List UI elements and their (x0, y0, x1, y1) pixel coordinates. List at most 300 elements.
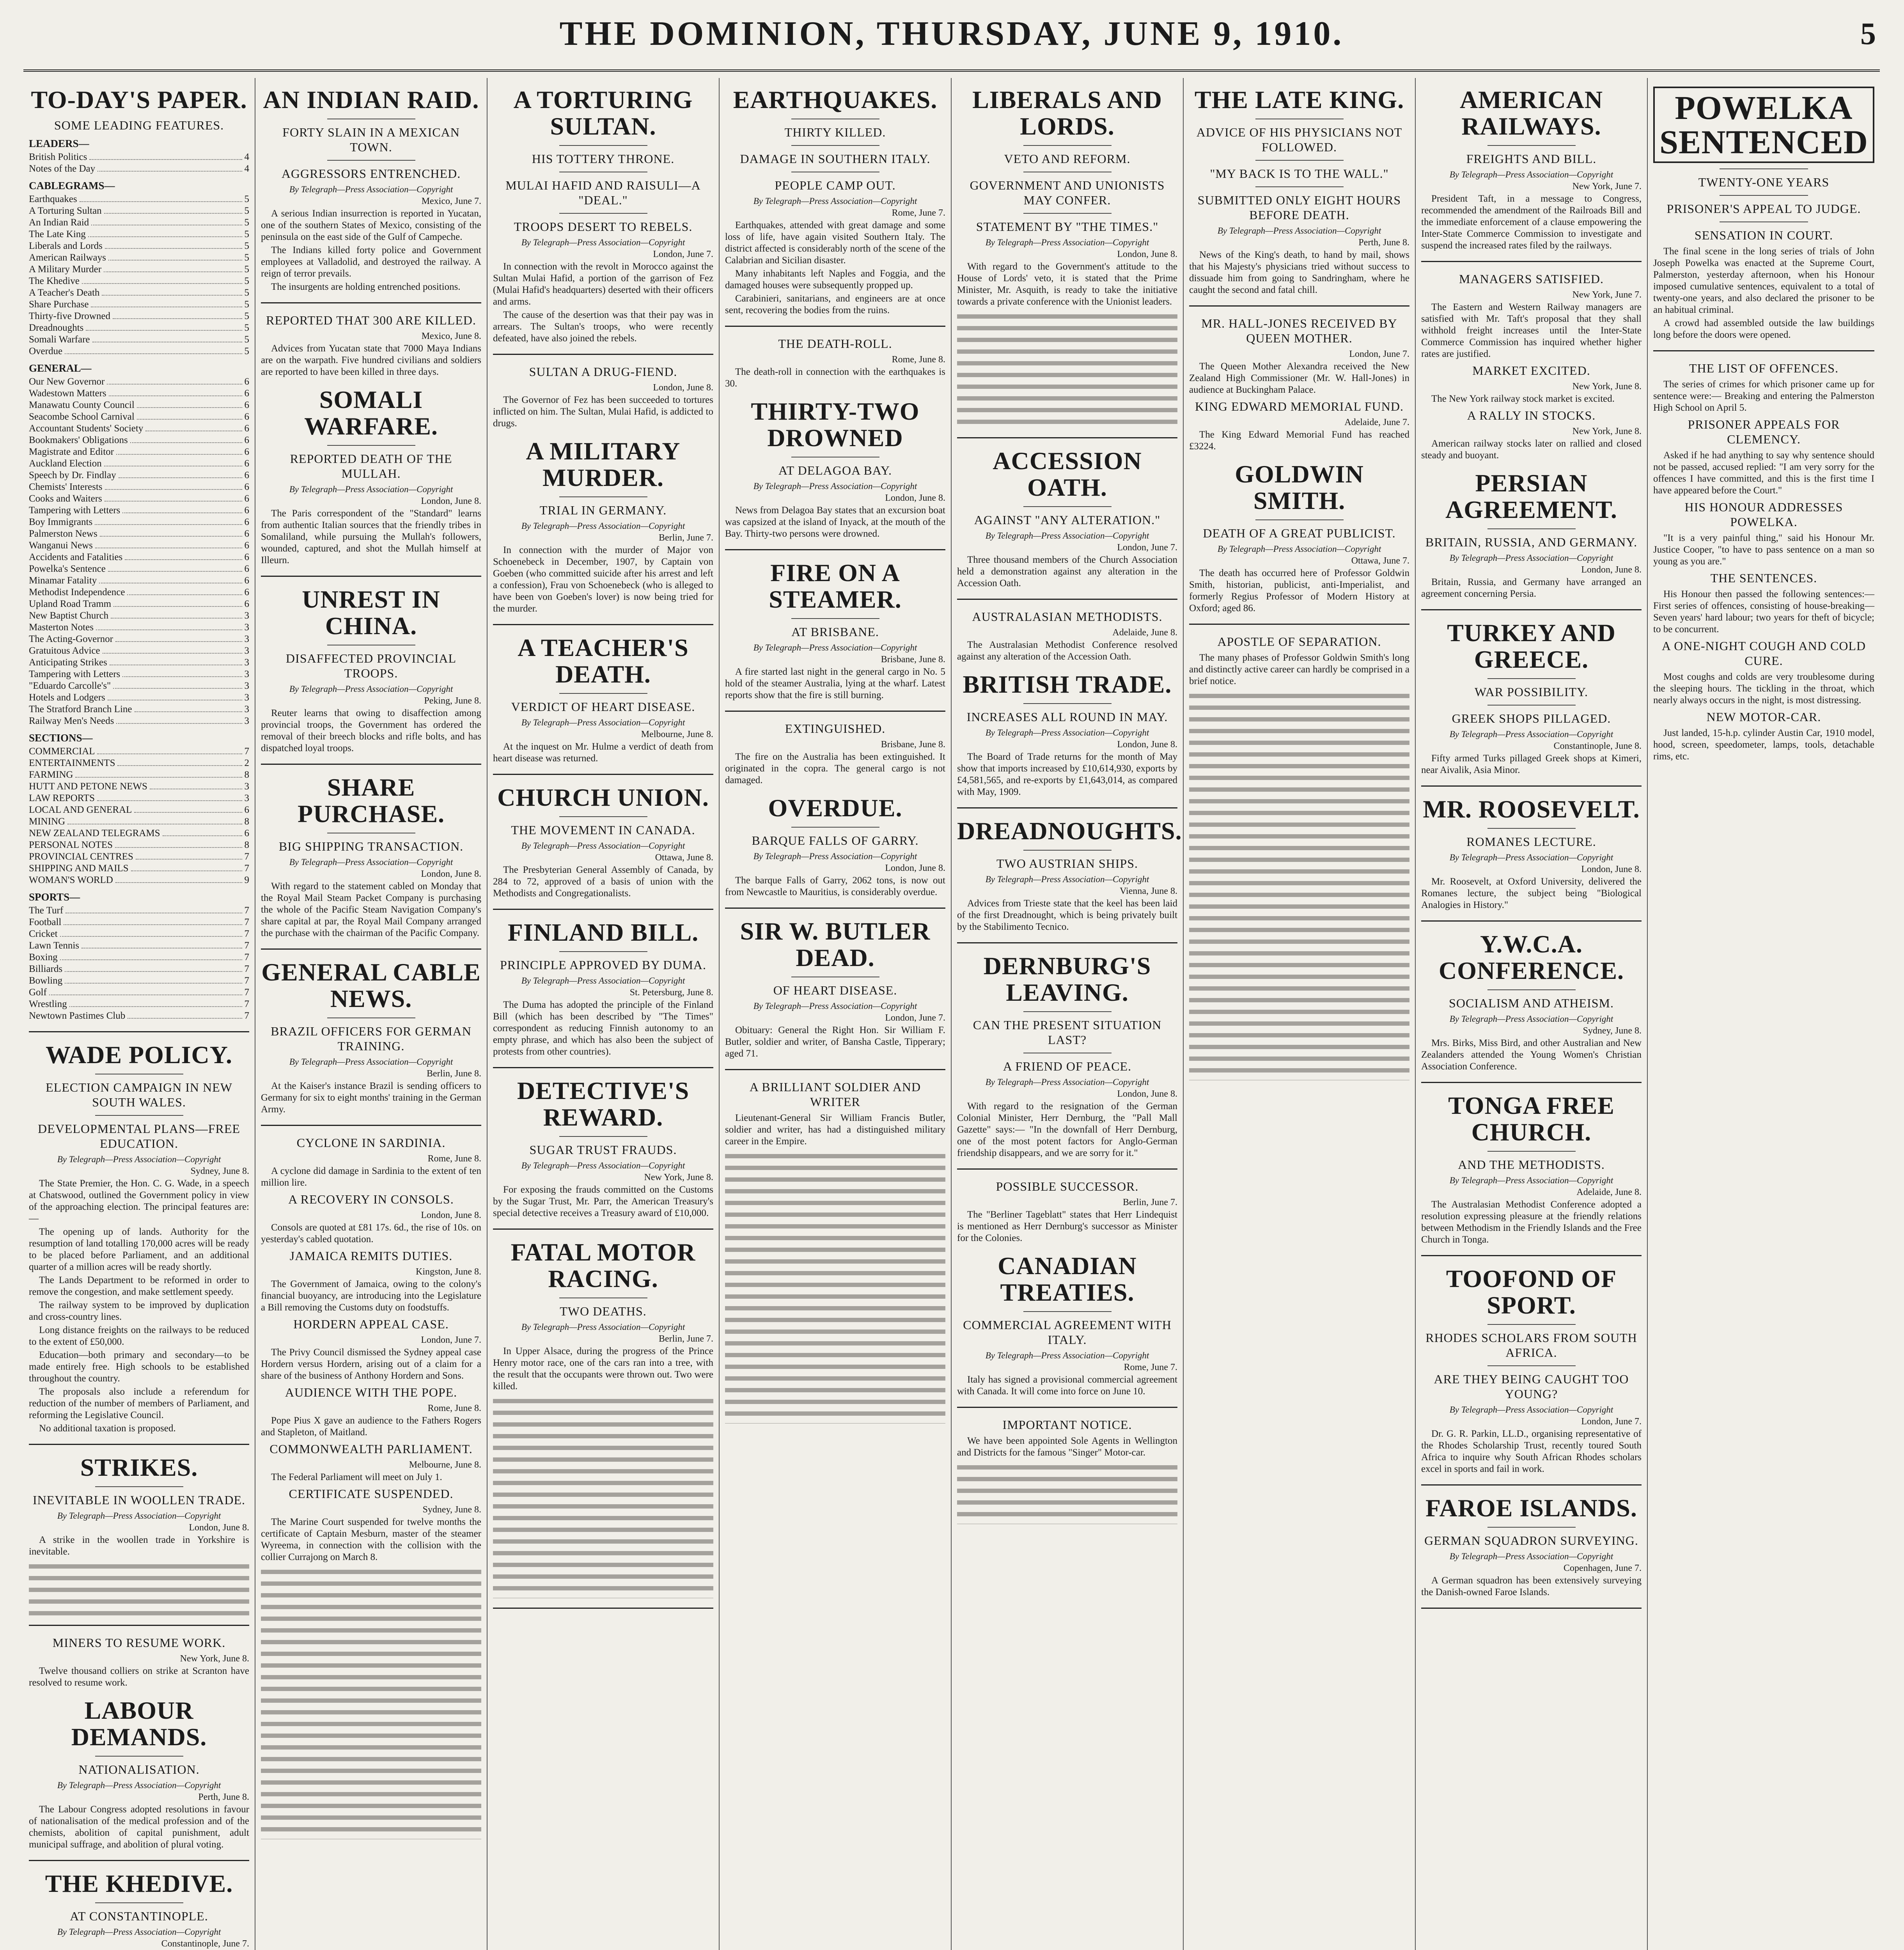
index-leader (69, 998, 242, 1007)
article (493, 919, 713, 1068)
headline-rule (1023, 213, 1112, 214)
article-subhead: APOSTLE OF SEPARATION. (1217, 635, 1381, 649)
index-leader (108, 252, 242, 261)
index-item-label: Newtown Pastimes Club (29, 1010, 126, 1021)
paragraph: The death-roll in connection with the earthquakes is 30. (725, 367, 945, 389)
index-item-page: 5 (244, 264, 249, 275)
article (725, 1080, 945, 1424)
article (493, 1239, 713, 1609)
dateline: Sydney, June 8. (1583, 1026, 1642, 1036)
index-row (29, 645, 249, 657)
article-deck: PEOPLE CAMP OUT. (775, 178, 896, 192)
article (29, 1697, 249, 1861)
index-leader (113, 680, 242, 689)
text-continuation (493, 1395, 713, 1598)
article-deck: BRITAIN, RUSSIA, AND GERMANY. (1425, 535, 1638, 549)
article-body (957, 1374, 1177, 1397)
index-item-page: 3 (244, 781, 249, 792)
article-headline: TONGA FREE CHURCH. (1448, 1092, 1615, 1146)
index-row (29, 287, 249, 299)
index-item-label: Golf (29, 987, 47, 998)
index-item-page: 5 (244, 194, 249, 204)
wire-credit: By Telegraph—Press Association—Copyright (57, 1927, 221, 1937)
index-row (29, 299, 249, 310)
index-leader (135, 704, 242, 712)
article-deck: GOVERNMENT AND UNIONISTS MAY CONFER. (970, 178, 1165, 207)
wire-credit: By Telegraph—Press Association—Copyright (1449, 853, 1613, 862)
article (261, 87, 481, 303)
paragraph: President Taft, in a message to Congress, recommended the amendment of the Railroads Bill and the immediate enforcement of a clause empowering the Inter-State Commerce Commission to investigate and suspend the increased rates filed by the railways. (1421, 193, 1642, 251)
index-row (29, 804, 249, 816)
article (725, 721, 945, 786)
article-body (261, 1471, 481, 1483)
index-leader (105, 493, 242, 502)
index-leader (86, 322, 242, 331)
index-item-label: Liberals and Lords (29, 241, 103, 251)
index-subtitle: SOME LEADING FEATURES. (54, 118, 224, 132)
index-item-label: Boxing (29, 952, 58, 963)
article (1653, 417, 1874, 496)
dateline: New York, June 8. (180, 1654, 249, 1664)
index-item-page: 6 (244, 505, 249, 516)
article (1421, 931, 1642, 1083)
headline-rule (559, 816, 647, 817)
article-deck: PRISONER'S APPEAL TO JUDGE. (1666, 202, 1861, 216)
index-item-label: Minamar Fatality (29, 575, 97, 586)
dateline: Rome, June 8. (427, 1154, 481, 1164)
index-item-label: The Turf (29, 905, 64, 916)
paragraph: Mrs. Birks, Miss Bird, and other Australian and New Zealanders attended the Young Women's Christian Association Conference. (1421, 1038, 1642, 1072)
index-item-page: 6 (244, 376, 249, 387)
article-body (1421, 193, 1642, 252)
index-item-page: 3 (244, 793, 249, 803)
index-leader (136, 851, 242, 860)
article-body (725, 1025, 945, 1060)
article-deck: OF HEART DISEASE. (773, 983, 897, 997)
article-rule (725, 326, 945, 327)
index-item-label: British Politics (29, 152, 87, 162)
index-group-name: CABLEGRAMS— (29, 180, 115, 191)
index-row (29, 516, 249, 528)
article-deck: TWENTY-ONE YEARS (1698, 175, 1830, 189)
article-headline: MR. ROOSEVELT. (1423, 795, 1640, 823)
index-row (29, 828, 249, 839)
index-item-label: Magistrate and Editor (29, 447, 114, 457)
article-body (29, 1665, 249, 1689)
article-deck: AGGRESSORS ENTRENCHED. (281, 167, 461, 181)
headline-rule (1023, 506, 1112, 507)
dateline: Peking, June 8. (424, 696, 481, 706)
index-leader (66, 905, 242, 913)
article (1653, 500, 1874, 567)
dateline: London, June 8. (1117, 739, 1177, 750)
dateline: Adelaide, June 8. (1112, 628, 1177, 638)
article-headline: A MILITARY MURDER. (526, 437, 681, 491)
article-body (725, 875, 945, 898)
index-item-page: 4 (244, 163, 249, 174)
index-item-label: Gratuitous Advice (29, 645, 100, 656)
index-item-page: 6 (244, 564, 249, 574)
paragraph: News of the King's death, to hand by mail, shows that his Majesty's physicians tried without success to dissuade him from going to Sandringham, where he caught the second and fatal chill. (1189, 250, 1409, 295)
index-item-label: LOCAL AND GENERAL (29, 805, 132, 815)
index-leader (108, 692, 242, 700)
index-leader (104, 458, 242, 466)
index-leader (65, 346, 242, 354)
wire-credit: By Telegraph—Press Association—Copyright (57, 1780, 221, 1790)
article (1421, 408, 1642, 461)
index-item-label: Share Purchase (29, 299, 89, 310)
headline-rule (1023, 1311, 1112, 1312)
paragraph: Pope Pius X gave an audience to the Fathers Rogers and Stapleton, of Maitland. (261, 1415, 481, 1438)
article (957, 448, 1177, 600)
index-row (29, 458, 249, 470)
index-item-page: 5 (244, 206, 249, 216)
index-leader (97, 792, 242, 801)
article-deck: STATEMENT BY "THE TIMES." (976, 220, 1159, 234)
article-body (1421, 1037, 1642, 1072)
headline-rule (1720, 168, 1808, 169)
article-deck: SENSATION IN COURT. (1694, 228, 1833, 242)
index-item-label: Auckland Election (29, 458, 102, 469)
index-item-page: 6 (244, 470, 249, 480)
article-headline: FINLAND BILL. (507, 918, 699, 946)
wire-credit: By Telegraph—Press Association—Copyright (521, 718, 685, 727)
article (261, 1486, 481, 1839)
dateline: London, June 7. (885, 1013, 945, 1023)
article-rule (1421, 785, 1642, 787)
index-row (29, 657, 249, 668)
dateline: London, June 8. (1581, 565, 1642, 575)
article (957, 1417, 1177, 1524)
article (261, 1441, 481, 1483)
text-continuation (1189, 690, 1409, 1080)
index-row (29, 575, 249, 587)
article-headline: DERNBURG'S LEAVING. (983, 952, 1151, 1006)
index-row (29, 493, 249, 505)
headline-rule (1487, 1151, 1576, 1152)
paragraph: At the inquest on Mr. Hulme a verdict of death from heart disease was returned. (493, 741, 713, 764)
index-row (29, 769, 249, 781)
article (1421, 363, 1642, 405)
article (261, 1248, 481, 1314)
index-row (29, 423, 249, 434)
article-body (261, 1516, 481, 1563)
article (1653, 709, 1874, 762)
article-deck: DISAFFECTED PROVINCIAL TROOPS. (285, 651, 457, 680)
index-item-label: Manawatu County Council (29, 400, 135, 410)
paragraph: The King Edward Memorial Fund has reached £3224. (1189, 429, 1409, 452)
text-continuation (957, 311, 1177, 428)
article (493, 438, 713, 625)
index-item-page: 7 (244, 905, 249, 916)
paragraph: Earthquakes, attended with great damage and some loss of life, have again visited Southern Italy. The district affected is considerably north of the scene of the Calabrian and Sicilian disaster. (725, 220, 945, 266)
wire-credit: By Telegraph—Press Association—Copyright (1449, 553, 1613, 563)
article-body (1421, 1428, 1642, 1475)
text-continuation (725, 1150, 945, 1424)
index-item-label: Overdue (29, 346, 63, 356)
index-leader (60, 928, 242, 937)
index-item-label: Hotels and Lodgers (29, 692, 105, 703)
headline-rule (327, 445, 415, 446)
article-body (493, 741, 713, 764)
index-row (29, 240, 249, 252)
index-item-label: Notes of the Day (29, 163, 96, 174)
article-deck: TWO AUSTRIAN SHIPS. (996, 856, 1138, 870)
article-body (261, 1415, 481, 1438)
index-row (29, 987, 249, 998)
article-subhead: POSSIBLE SUCCESSOR. (996, 1179, 1139, 1193)
article-body (957, 639, 1177, 663)
index-item-label: The Late King (29, 229, 86, 239)
index-leader (82, 940, 242, 948)
article-subhead: A RALLY IN STOCKS. (1467, 408, 1596, 422)
wire-credit: By Telegraph—Press Association—Copyright (289, 484, 453, 494)
dateline: Sydney, June 8. (422, 1505, 481, 1515)
paragraph: Obituary: General the Right Hon. Sir William F. Butler, soldier and writer, of Bansha Castle, Tipperary; aged 71. (725, 1025, 945, 1059)
paragraph: Fifty armed Turks pillaged Greek shops at Kimeri, near Aivalik, Asia Minor. (1421, 753, 1642, 775)
article-body (957, 751, 1177, 798)
index-row (29, 376, 249, 388)
wire-credit: By Telegraph—Press Association—Copyright (289, 857, 453, 867)
index-item-page: 8 (244, 840, 249, 850)
index-item-label: ENTERTAINMENTS (29, 758, 115, 768)
paragraph: The State Premier, the Hon. C. G. Wade, in a speech at Chatswood, outlined the Government policy in view of the approaching election. The principal features are:— (29, 1178, 249, 1224)
article-deck: CAN THE PRESENT SITUATION LAST? (973, 1018, 1162, 1047)
index-item-page: 7 (244, 929, 249, 939)
paragraph: A strike in the woollen trade in Yorkshire is inevitable. (29, 1535, 249, 1557)
article (1653, 361, 1874, 414)
column-4 (720, 78, 952, 1950)
dateline: Perth, June 8. (198, 1792, 249, 1802)
wire-credit: By Telegraph—Press Association—Copyright (753, 1001, 917, 1011)
headline-rule (1487, 1365, 1576, 1366)
index-item-label: Billiards (29, 964, 63, 974)
index-leader (134, 804, 242, 813)
paragraph: The Board of Trade returns for the month of May show that imports increased by £10,614,930, exports by £4,581,565, and re-exports by £1,643,014, as compared with May, 1909. (957, 752, 1177, 797)
index-item-page: 6 (244, 482, 249, 492)
dateline: Ottawa, June 7. (1351, 556, 1409, 566)
article-deck: VERDICT OF HEART DISEASE. (511, 700, 695, 714)
index-leader (107, 376, 242, 385)
dateline: Adelaide, June 7. (1344, 417, 1409, 427)
article-headline: EARTHQUAKES. (733, 86, 938, 113)
dateline: London, June 8. (421, 869, 481, 879)
index-row (29, 905, 249, 916)
article-headline: THIRTY-TWO DROWNED (751, 397, 920, 452)
article (261, 1317, 481, 1382)
index-leader (131, 863, 242, 871)
article-subhead: CERTIFICATE SUSPENDED. (289, 1487, 454, 1501)
article-body (1421, 1199, 1642, 1246)
paragraph: The opening up of lands. Authority for the resumption of land totalling 170,000 acres will be ready to be placed before Parliament, and an additional quarter of a million acres will be ready shortly. (29, 1227, 249, 1272)
index-item-label: Masterton Notes (29, 622, 94, 633)
paragraph: The Privy Council dismissed the Sydney appeal case Hordern versus Hordern, arising out of a claim for a share of the business of Anthony Hordern and Sons. (261, 1347, 481, 1381)
index-row (29, 434, 249, 446)
article-subhead: A BRILLIANT SOLDIER AND WRITER (749, 1080, 921, 1109)
dateline: Rome, June 7. (892, 208, 945, 218)
headline-rule (1720, 195, 1808, 196)
paragraph: Italy has signed a provisional commercial agreement with Canada. It will come into force on June 10. (957, 1374, 1177, 1397)
headline-rule (327, 160, 415, 161)
article-rule (957, 942, 1177, 943)
masthead-title: THE DOMINION, THURSDAY, JUNE 9, 1910. (559, 15, 1344, 53)
article (957, 87, 1177, 438)
index-row (29, 411, 249, 423)
article-rule (1189, 624, 1409, 625)
index-row (29, 399, 249, 411)
wire-credit: By Telegraph—Press Association—Copyright (985, 531, 1149, 541)
index-row (29, 551, 249, 563)
index-row (29, 264, 249, 275)
article (1189, 316, 1409, 396)
article (957, 1253, 1177, 1408)
article-subhead: A RECOVERY IN CONSOLS. (288, 1192, 454, 1206)
headline-rule (1255, 519, 1344, 520)
article-rule (1189, 305, 1409, 307)
article-body (1189, 652, 1409, 687)
index-row (29, 470, 249, 481)
index-leader (91, 299, 242, 307)
article (261, 774, 481, 950)
index-item-label: Accountant Students' Society (29, 423, 144, 434)
index-row (29, 322, 249, 334)
index-leader (99, 575, 242, 583)
article-body (1421, 753, 1642, 776)
article-body (1189, 567, 1409, 614)
dateline: London, June 8. (1581, 864, 1642, 874)
article-deck: GREEK SHOPS PILLAGED. (1452, 711, 1611, 725)
index-row (29, 610, 249, 622)
article-headline: DREADNOUGHTS. (957, 817, 1182, 845)
article-deck: DEVELOPMENTAL PLANS—FREE EDUCATION. (38, 1122, 240, 1150)
article (725, 336, 945, 390)
headline-rule (1487, 828, 1576, 829)
article (261, 1385, 481, 1438)
index-row (29, 1010, 249, 1022)
article-headline: THE LATE KING. (1194, 86, 1404, 113)
index-row (29, 781, 249, 792)
article-body (1653, 671, 1874, 706)
article-deck: ELECTION CAMPAIGN IN NEW SOUTH WALES. (46, 1080, 232, 1109)
article-deck: ARE THEY BEING CAUGHT TOO YOUNG? (1434, 1372, 1629, 1401)
article-subhead: NEW MOTOR-CAR. (1706, 710, 1821, 724)
article-deck: INEVITABLE IN WOOLLEN TRADE. (32, 1493, 246, 1507)
dateline: London, June 8. (421, 1210, 481, 1220)
index-leader (116, 715, 242, 724)
column-5 (952, 78, 1184, 1950)
index-row (29, 704, 249, 715)
index-leader (65, 975, 242, 984)
wire-credit: By Telegraph—Press Association—Copyright (1449, 170, 1613, 179)
index-item-page: 6 (244, 587, 249, 597)
index-item-label: SHIPPING AND MAILS (29, 863, 129, 874)
article-body (1653, 379, 1874, 414)
index-row (29, 863, 249, 874)
dateline: New York, June 7. (1572, 181, 1642, 191)
article-body (957, 1101, 1177, 1159)
article-body (957, 898, 1177, 933)
article-body (1653, 532, 1874, 567)
index-item-page: 6 (244, 805, 249, 815)
paragraph: Most coughs and colds are very troublesome during the sleeping hours. The tickling in the throat, which nearly always occurs in the night, is most distressing. (1653, 672, 1874, 706)
article (957, 671, 1177, 808)
text-continuation (261, 1566, 481, 1839)
index-item-label: Upland Road Tramm (29, 599, 112, 609)
index-item-page: 7 (244, 987, 249, 998)
paragraph: The proposals also include a referendum for reduction of the number of members of Parliament, and reforming the Legislative Council. (29, 1386, 249, 1420)
article (493, 784, 713, 910)
index-item-label: WOMAN'S WORLD (29, 875, 113, 885)
index-item-label: Chemists' Interests (29, 482, 103, 492)
index-item-page: 3 (244, 692, 249, 703)
index-row (29, 388, 249, 399)
article (493, 364, 713, 429)
article-deck: DEATH OF A GREAT PUBLICIST. (1203, 526, 1396, 540)
article-deck: DAMAGE IN SOUTHERN ITALY. (740, 152, 931, 166)
article-deck: TROOPS DESERT TO REBELS. (514, 220, 693, 234)
index-row (29, 163, 249, 175)
index-item-page: 7 (244, 940, 249, 951)
article-rule (261, 576, 481, 577)
article-subhead: KING EDWARD MEMORIAL FUND. (1195, 399, 1404, 413)
index-item-page: 5 (244, 276, 249, 286)
index-row (29, 668, 249, 680)
index-item-label: Speech by Dr. Findlay (29, 470, 116, 480)
paragraph: The Government of Jamaica, owing to the colony's financial buoyancy, are introducing into the Legislature a Bill removing the Customs duty on foodstuffs. (261, 1279, 481, 1313)
index-leader (163, 828, 242, 836)
index-item-page: 6 (244, 517, 249, 527)
paragraph: A crowd had assembled outside the law buildings long before the doors were opened. (1653, 318, 1874, 340)
paragraph: The Paris correspondent of the "Standard" learns from authentic Italian sources that the friendly tribes in Somaliland, while pursuing the Mullah's followers, wounded, captured, and shot the Mullah himself at Illeurn. (261, 508, 481, 566)
index-item-page: 7 (244, 1010, 249, 1021)
wire-credit: By Telegraph—Press Association—Copyright (985, 1351, 1149, 1360)
article-deck: BRAZIL OFFICERS FOR GERMAN TRAINING. (271, 1024, 472, 1053)
index-item-page: 3 (244, 704, 249, 714)
column-2 (255, 78, 488, 1950)
article-headline: CANADIAN TREATIES. (998, 1252, 1137, 1306)
index-leader (49, 987, 242, 995)
headline-rule (1023, 850, 1112, 851)
article-subhead: HORDERN APPEAL CASE. (293, 1317, 449, 1331)
index-item-page: 3 (244, 622, 249, 633)
article (1421, 470, 1642, 610)
article-rule (957, 437, 1177, 438)
paragraph: Lieutenant-General Sir William Francis Butler, soldier and writer, has had a distinguished military career in the Empire. (725, 1113, 945, 1147)
wire-credit: By Telegraph—Press Association—Copyright (521, 841, 685, 851)
masthead (23, 11, 1880, 72)
index-item-page: 2 (244, 758, 249, 768)
article-body (725, 220, 945, 316)
article (29, 1454, 249, 1626)
paragraph: For exposing the frauds committed on the Customs by the Sugar Trust, Mr. Parr, the American Treasury's special detective receives a Treasury award of £10,000. (493, 1184, 713, 1218)
index-item-page: 4 (244, 152, 249, 162)
article-headline: LABOUR DEMANDS. (71, 1696, 207, 1751)
index-item-label: Wrestling (29, 999, 67, 1009)
index-leader (109, 388, 242, 396)
index-item-label: Anticipating Strikes (29, 657, 107, 668)
article-subhead: MR. HALL-JONES RECEIVED BY QUEEN MOTHER. (1201, 316, 1397, 345)
dateline: London, June 8. (885, 863, 945, 873)
headline-rule (1023, 145, 1112, 146)
index-item-page: 5 (244, 334, 249, 345)
article-deck: SUGAR TRUST FRAUDS. (529, 1143, 677, 1157)
article-deck: NATIONALISATION. (78, 1762, 200, 1776)
article-subhead: THE DEATH-ROLL. (778, 337, 892, 351)
dateline: Kingston, June 8. (416, 1267, 481, 1277)
index-leader (102, 287, 242, 296)
article-headline: OVERDUE. (768, 794, 902, 822)
index-row (29, 928, 249, 940)
